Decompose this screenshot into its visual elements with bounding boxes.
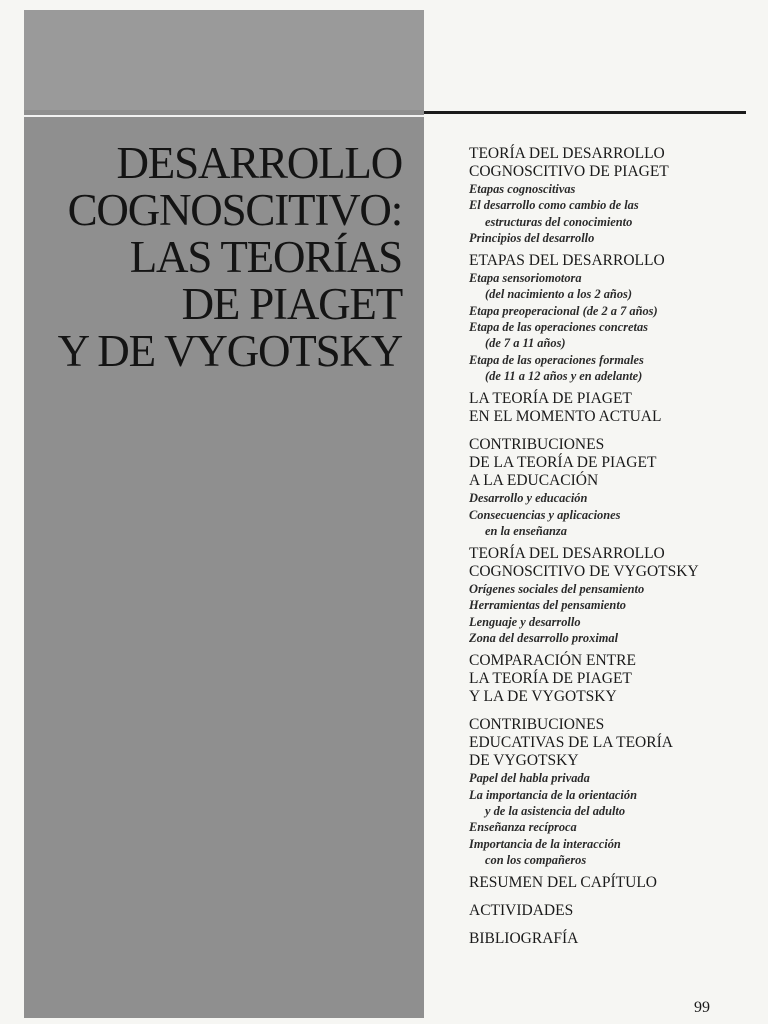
toc-subitem: con los compañeros xyxy=(485,852,587,867)
toc-heading-line: Y LA DE VYGOTSKY xyxy=(469,688,617,706)
toc-subitems xyxy=(469,490,759,539)
toc-subitem: Etapa preoperacional (de 2 a 7 años) xyxy=(469,303,658,318)
toc-section xyxy=(469,252,759,384)
toc-heading xyxy=(469,390,759,426)
toc-heading-line: ETAPAS DEL DESARROLLO xyxy=(469,252,665,270)
toc-subitem: Enseñanza recíproca xyxy=(469,820,577,835)
toc-heading-line: A LA EDUCACIÓN xyxy=(469,472,599,490)
toc-heading-line: LA TEORÍA DE PIAGET xyxy=(469,670,632,688)
toc-heading-line: TEORÍA DEL DESARROLLO xyxy=(469,545,665,563)
toc-subitem: La importancia de la orientación xyxy=(469,787,637,802)
toc-subitem: Lenguaje y desarrollo xyxy=(469,614,581,629)
toc-heading xyxy=(469,652,759,706)
toc-heading xyxy=(469,436,759,490)
top-rule xyxy=(424,111,746,114)
toc-subitem: Orígenes sociales del pensamiento xyxy=(469,582,645,597)
toc-heading-line: DE VYGOTSKY xyxy=(469,752,579,770)
toc-heading-line: ACTIVIDADES xyxy=(469,902,574,920)
toc-subitem: Etapa sensoriomotora xyxy=(469,271,582,286)
toc-heading-line: CONTRIBUCIONES xyxy=(469,436,605,454)
toc-heading-line: COGNOSCITIVO DE PIAGET xyxy=(469,163,669,180)
chapter-title-line: DESARROLLO xyxy=(116,138,402,188)
toc-subitems xyxy=(469,181,759,246)
toc-heading xyxy=(469,145,759,181)
toc-subitem: Desarrollo y educación xyxy=(469,491,588,506)
toc-subitem: Principios del desarrollo xyxy=(469,230,595,245)
toc-heading-line: BIBLIOGRAFÍA xyxy=(469,930,579,948)
toc-heading xyxy=(469,874,759,892)
toc-subitem: El desarrollo como cambio de las xyxy=(469,198,639,213)
toc-subitem: (de 7 a 11 años) xyxy=(485,336,566,351)
toc-section xyxy=(469,145,759,246)
table-of-contents xyxy=(469,145,759,958)
toc-section xyxy=(469,545,759,646)
toc-heading xyxy=(469,545,759,581)
toc-subitem: y de la asistencia del adulto xyxy=(485,803,626,818)
toc-subitem: Etapa de las operaciones formales xyxy=(469,352,644,367)
toc-heading xyxy=(469,930,759,948)
chapter-title-line: Y DE VYGOTSKY xyxy=(57,326,402,376)
toc-heading xyxy=(469,252,759,270)
toc-subitem: Etapa de las operaciones concretas xyxy=(469,320,648,335)
toc-subitem: Importancia de la interacción xyxy=(469,836,621,851)
toc-subitem: (del nacimiento a los 2 años) xyxy=(485,287,632,302)
toc-subitems xyxy=(469,270,759,384)
chapter-title-line: COGNOSCITIVO: xyxy=(67,185,402,235)
panel-top-shade xyxy=(24,10,424,110)
toc-heading xyxy=(469,902,759,920)
toc-heading-line: TEORÍA DEL DESARROLLO xyxy=(469,145,665,162)
toc-heading-line: CONTRIBUCIONES xyxy=(469,716,605,734)
toc-subitem: Herramientas del pensamiento xyxy=(469,598,626,613)
toc-heading-line: RESUMEN DEL CAPÍTULO xyxy=(469,874,658,892)
toc-subitem: Etapas cognoscitivas xyxy=(469,182,576,196)
toc-subitem: estructuras del conocimiento xyxy=(485,214,633,229)
toc-subitems xyxy=(469,770,759,868)
toc-heading xyxy=(469,716,759,770)
chapter-title-line: DE PIAGET xyxy=(181,279,402,329)
page-number: 99 xyxy=(694,999,710,1016)
toc-heading-line: LA TEORÍA DE PIAGET xyxy=(469,390,632,408)
toc-subitem: Consecuencias y aplicaciones xyxy=(469,507,621,522)
toc-heading-line: DE LA TEORÍA DE PIAGET xyxy=(469,454,657,472)
toc-heading-line: COMPARACIÓN ENTRE xyxy=(469,652,636,670)
panel-divider xyxy=(24,115,424,117)
toc-subitem: (de 11 a 12 años y en adelante) xyxy=(485,368,643,383)
chapter-title xyxy=(42,140,402,375)
chapter-title-line: LAS TEORÍAS xyxy=(129,232,402,282)
toc-section xyxy=(469,652,759,706)
toc-section xyxy=(469,930,759,948)
toc-heading-line: EN EL MOMENTO ACTUAL xyxy=(469,408,662,426)
toc-subitem: Papel del habla privada xyxy=(469,771,590,786)
toc-section xyxy=(469,902,759,920)
toc-heading-line: COGNOSCITIVO DE VYGOTSKY xyxy=(469,563,699,581)
toc-section xyxy=(469,874,759,892)
toc-section xyxy=(469,716,759,868)
toc-subitem: Zona del desarrollo proximal xyxy=(469,631,619,646)
toc-subitems xyxy=(469,581,759,646)
toc-section xyxy=(469,436,759,539)
toc-section xyxy=(469,390,759,426)
toc-subitem: en la enseñanza xyxy=(485,523,567,538)
toc-heading-line: EDUCATIVAS DE LA TEORÍA xyxy=(469,734,673,752)
